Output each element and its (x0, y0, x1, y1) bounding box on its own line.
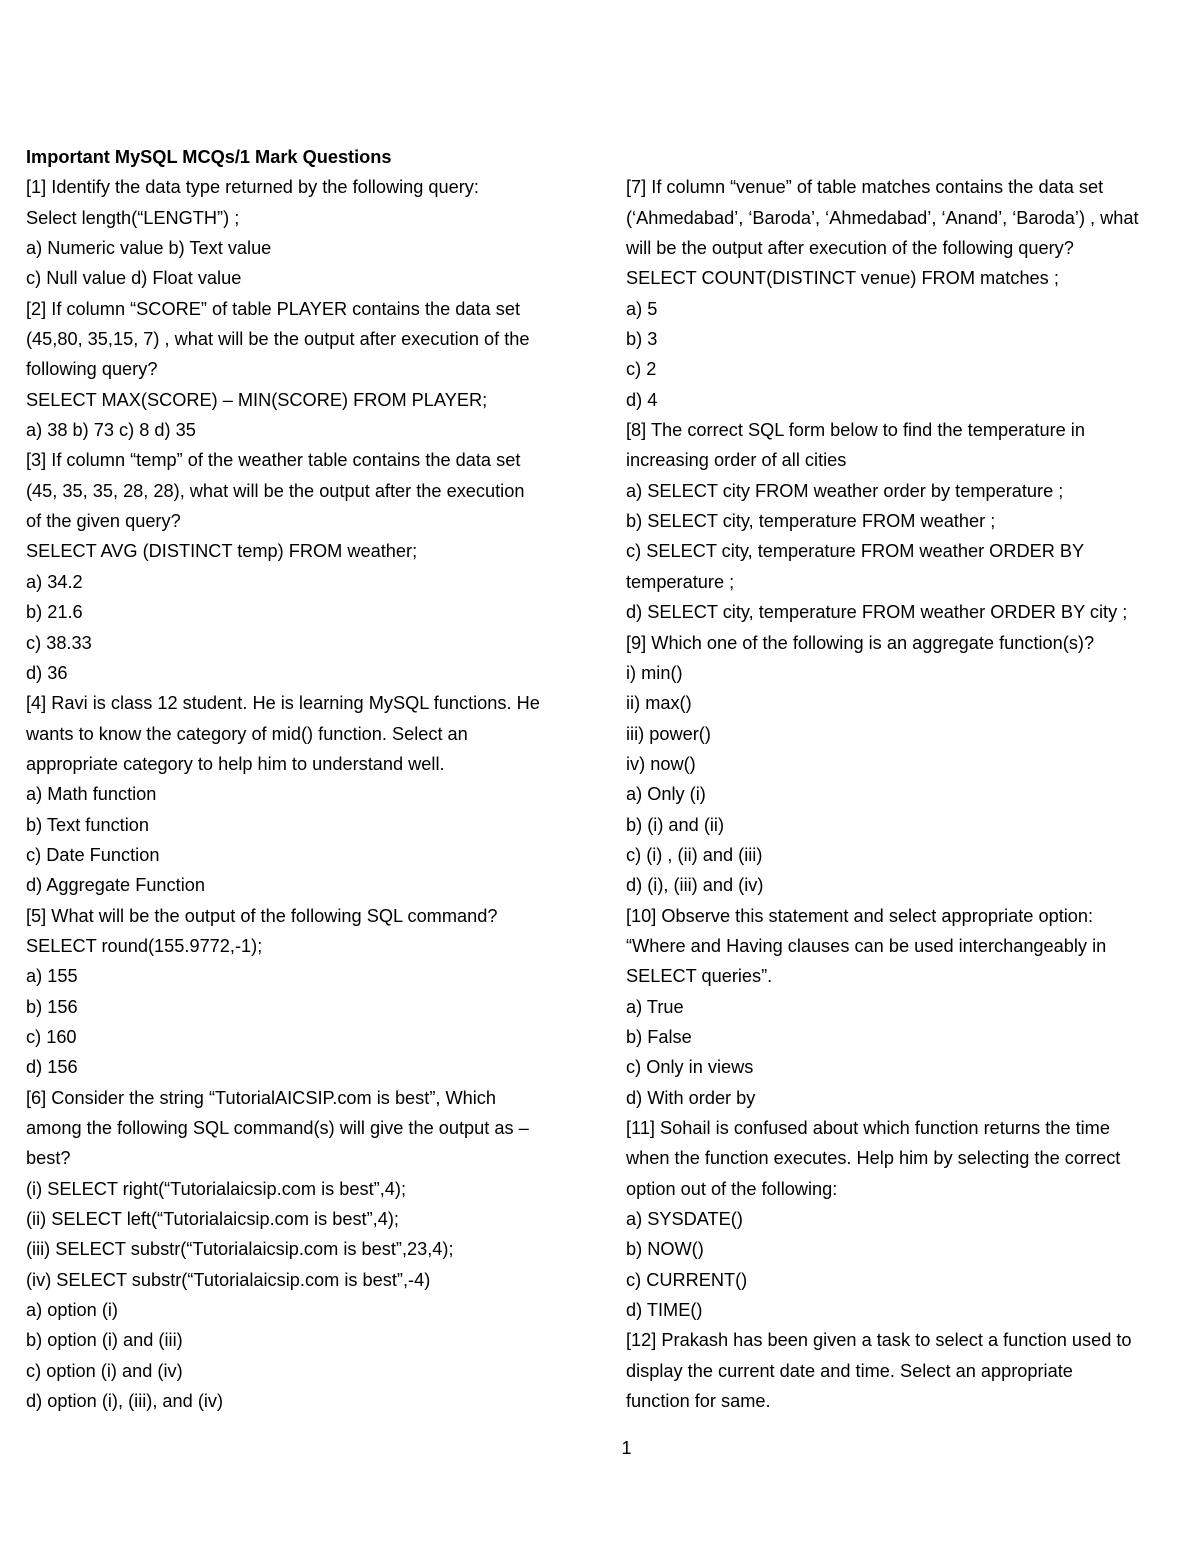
text-line: [3] If column “temp” of the weather table contains the data set (26, 450, 521, 471)
text-line: a) SELECT city FROM weather order by temperature ; (626, 480, 1064, 501)
text-line: (iv) SELECT substr(“Tutorialaicsip.com is best”,-4) (26, 1269, 431, 1290)
text-line: ii) max() (626, 693, 692, 714)
text-line: [7] If column “venue” of table matches contains the data set (626, 177, 1104, 198)
text-line: a) 38 b) 73 c) 8 d) 35 (26, 420, 196, 441)
text-line: d) SELECT city, temperature FROM weather ORDER BY city ; (626, 602, 1128, 623)
text-line: c) 2 (626, 359, 657, 380)
text-line: SELECT COUNT(DISTINCT venue) FROM matches ; (626, 268, 1059, 289)
text-line: temperature ; (626, 571, 735, 592)
text-line: b) (i) and (ii) (626, 814, 725, 835)
text-line: “Where and Having clauses can be used interchangeably in (626, 935, 1107, 956)
text-line: b) option (i) and (iii) (26, 1330, 183, 1351)
right-column-spacer (626, 142, 1182, 172)
text-line: [12] Prakash has been given a task to select a function used to (626, 1330, 1132, 1351)
right-question-lines (626, 172, 1182, 1416)
text-line: c) Only in views (626, 1057, 754, 1078)
text-line: b) 21.6 (26, 602, 83, 623)
text-line: b) 156 (26, 996, 78, 1017)
text-line: will be the output after execution of the following query? (626, 238, 1074, 259)
text-line: c) CURRENT() (626, 1269, 748, 1290)
text-line: d) 36 (26, 662, 68, 683)
text-line: SELECT MAX(SCORE) – MIN(SCORE) FROM PLAYER; (26, 389, 488, 410)
text-line: d) Aggregate Function (26, 875, 205, 896)
text-line: a) 34.2 (26, 571, 83, 592)
text-line: option out of the following: (626, 1178, 838, 1199)
text-line: among the following SQL command(s) will give the output as – (26, 1118, 529, 1138)
text-line: [10] Observe this statement and select appropriate option: (626, 905, 1094, 926)
text-line: c) Date Function (26, 844, 160, 865)
text-line: when the function executes. Help him by selecting the correct (626, 1148, 1121, 1169)
page-number: 1 (621, 1438, 632, 1458)
text-line: [8] The correct SQL form below to find the temperature in (626, 420, 1085, 441)
text-line: d) option (i), (iii), and (iv) (26, 1391, 224, 1412)
text-line: c) (i) , (ii) and (iii) (626, 844, 763, 865)
right-column (626, 142, 1182, 1416)
text-line: [2] If column “SCORE” of table PLAYER contains the data set (26, 298, 520, 319)
text-line: b) False (626, 1026, 692, 1047)
text-line: wants to know the category of mid() function. Select an (26, 723, 468, 744)
text-line: [11] Sohail is confused about which function returns the time (626, 1118, 1110, 1138)
text-line: c) 38.33 (26, 632, 92, 653)
text-line: increasing order of all cities (626, 450, 847, 471)
text-line: [1] Identify the data type returned by the following query: (26, 177, 479, 198)
text-line: a) Numeric value b) Text value (26, 238, 272, 259)
text-line: (45, 35, 35, 28, 28), what will be the output after the execution (26, 480, 525, 501)
text-line: d) 4 (626, 389, 658, 410)
text-line: a) True (626, 996, 684, 1017)
text-line: (‘Ahmedabad’, ‘Baroda’, ‘Ahmedabad’, ‘Anand’, ‘Baroda’) , what (626, 207, 1139, 228)
text-line: SELECT AVG (DISTINCT temp) FROM weather; (26, 541, 418, 562)
text-line: display the current date and time. Select an appropriate (626, 1360, 1073, 1381)
text-line: i) min() (626, 662, 683, 683)
text-line: [6] Consider the string “TutorialAICSIP.com is best”, Which (26, 1087, 497, 1108)
text-line: b) 3 (626, 329, 658, 350)
text-line: d) TIME() (626, 1300, 703, 1321)
left-question-lines (26, 172, 594, 1416)
text-line: a) 155 (26, 966, 78, 987)
text-line: b) SELECT city, temperature FROM weather ; (626, 511, 996, 532)
text-line: (i) SELECT right(“Tutorialaicsip.com is best”,4); (26, 1178, 407, 1199)
text-line: appropriate category to help him to understand well. (26, 753, 445, 774)
text-line: iv) now() (626, 753, 696, 774)
text-line: c) SELECT city, temperature FROM weather ORDER BY (626, 541, 1085, 562)
text-line: c) Null value d) Float value (26, 268, 242, 289)
text-line: a) 5 (626, 298, 658, 319)
text-line: SELECT queries”. (626, 966, 773, 987)
text-line: b) Text function (26, 814, 150, 835)
left-column (26, 142, 594, 1416)
text-line: d) With order by (626, 1087, 756, 1108)
text-line: Select length(“LENGTH”) ; (26, 207, 240, 228)
text-line: a) Math function (26, 784, 157, 805)
text-line: iii) power() (626, 723, 711, 744)
text-line: of the given query? (26, 511, 181, 532)
text-line: (iii) SELECT substr(“Tutorialaicsip.com is best”,23,4); (26, 1239, 454, 1260)
text-line: [5] What will be the output of the following SQL command? (26, 905, 498, 926)
text-line: a) Only (i) (626, 784, 706, 805)
text-line: a) option (i) (26, 1300, 118, 1321)
text-line: [4] Ravi is class 12 student. He is learning MySQL functions. He (26, 693, 540, 714)
text-line: b) NOW() (626, 1239, 704, 1260)
text-line: a) SYSDATE() (626, 1209, 743, 1230)
text-line: SELECT round(155.9772,-1); (26, 935, 263, 956)
text-line: c) option (i) and (iv) (26, 1360, 183, 1381)
text-line: (45,80, 35,15, 7) , what will be the output after execution of the (26, 329, 530, 350)
text-line: following query? (26, 359, 158, 380)
text-line: d) 156 (26, 1057, 78, 1078)
text-line: best? (26, 1148, 71, 1169)
text-line: [9] Which one of the following is an aggregate function(s)? (626, 632, 1095, 653)
text-line: function for same. (626, 1391, 771, 1412)
text-line: (ii) SELECT left(“Tutorialaicsip.com is best”,4); (26, 1209, 399, 1230)
text-line: d) (i), (iii) and (iv) (626, 875, 764, 896)
page-title: Important MySQL MCQs/1 Mark Questions (26, 147, 392, 167)
text-line: c) 160 (26, 1026, 77, 1047)
